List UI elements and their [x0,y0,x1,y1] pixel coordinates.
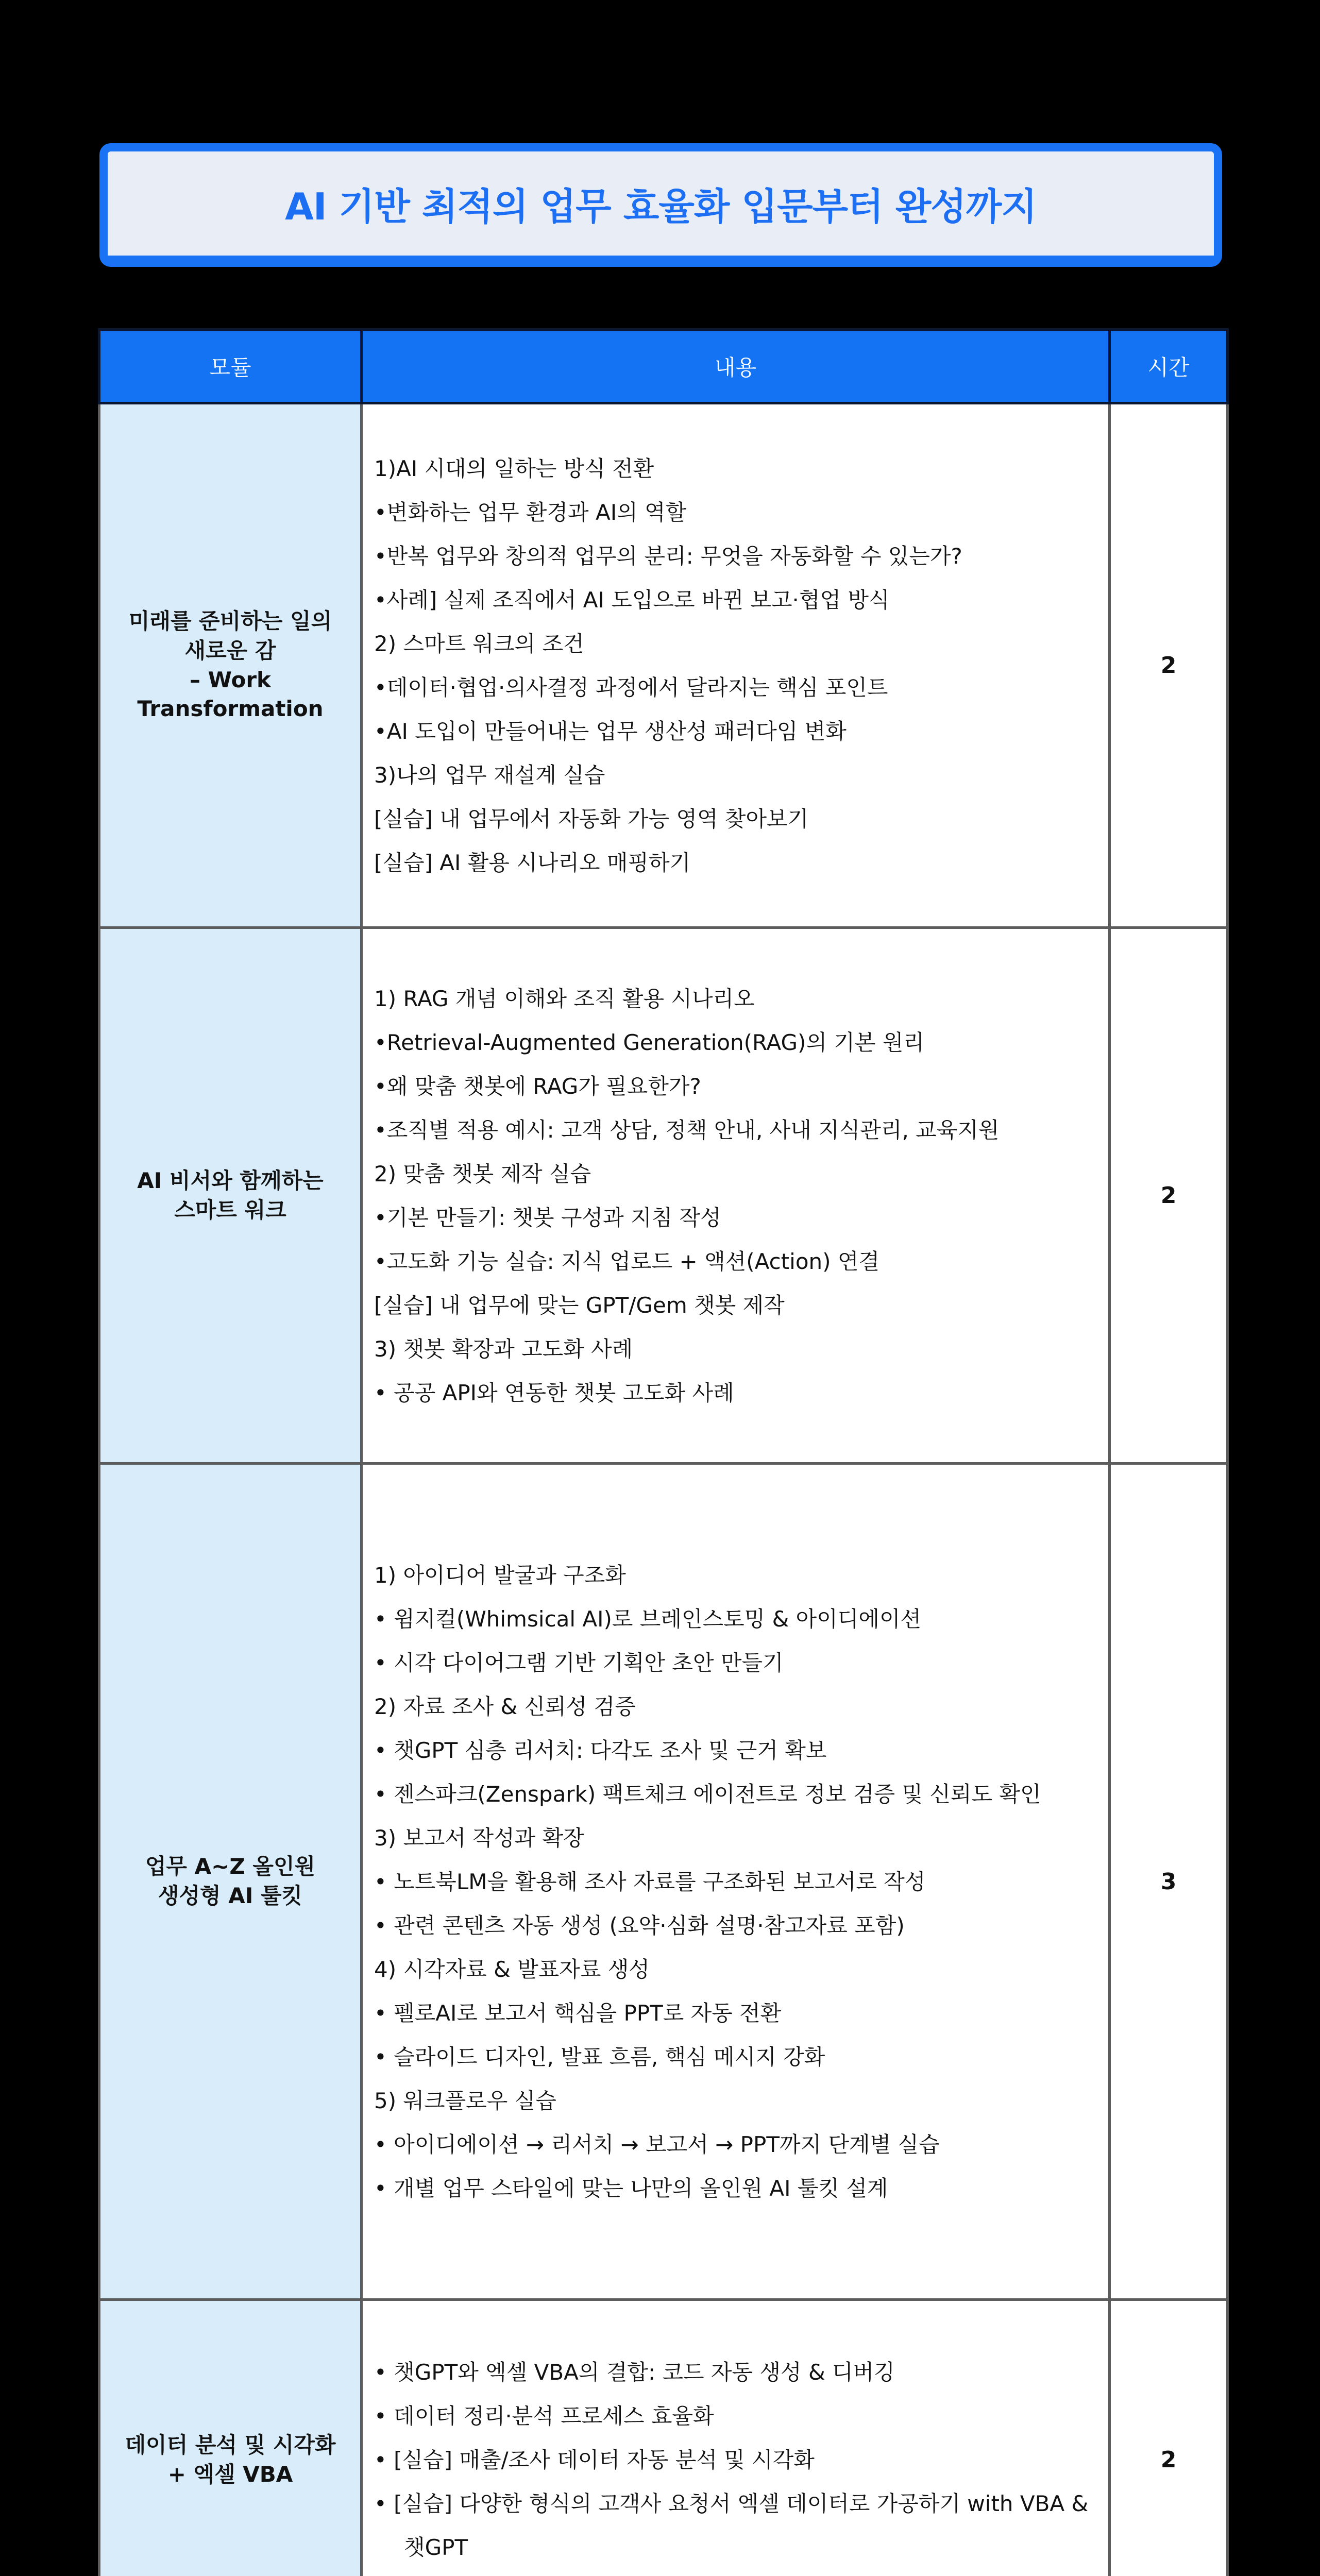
content-line: • 윔지컬(Whimsical AI)로 브레인스토밍 & 아이디에이션 [374,1606,922,1632]
module-cell [99,403,362,928]
content-line: 1) RAG 개념 이해와 조직 활용 시나리오 [374,986,755,1011]
module-cell [99,1464,362,2300]
content-line: 1)AI 시대의 일하는 방식 전환 [374,455,654,481]
module-line: 미래를 준비하는 일의 [128,608,332,634]
content-line: 2) 맞춤 챗봇 제작 실습 [374,1161,591,1187]
content-line: 3)나의 업무 재설계 실습 [374,762,605,788]
content-line: • 데이터 정리·분석 프로세스 효율화 [374,2403,714,2429]
time-cell: 2 [1110,2300,1228,2576]
module-line: 생성형 AI 툴킷 [158,1883,303,1908]
content-line: 2) 스마트 워크의 조건 [374,631,584,656]
time-cell: 3 [1110,1464,1228,2300]
content-line: • 챗GPT 심층 리서치: 다각도 조사 및 근거 확보 [374,1737,827,1763]
content-line: [실습] 내 업무에 맞는 GPT/Gem 챗봇 제작 [374,1292,785,1318]
content-line: •사례] 실제 조직에서 AI 도입으로 바뀐 보고·협업 방식 [374,587,890,613]
module-cell [99,928,362,1464]
table-row [99,928,1228,1464]
content-line: 2) 자료 조사 & 신뢰성 검증 [374,1693,636,1719]
content-line: • 펠로AI로 보고서 핵심을 PPT로 자동 전환 [374,2000,782,2026]
content-line: • 챗GPT와 엑셀 VBA의 결합: 코드 자동 생성 & 디버깅 [374,2360,895,2385]
content-line: [실습] 내 업무에서 자동화 가능 영역 찾아보기 [374,806,809,832]
content-line: • 개별 업무 스타일에 맞는 나만의 올인원 AI 툴킷 설계 [374,2175,888,2201]
module-line: Transformation [137,696,324,722]
content-line: •Retrieval-Augmented Generation(RAG)의 기본 원리 [374,1029,925,1055]
page-title: AI 기반 최적의 업무 효율화 입문부터 완성까지 [285,185,1037,228]
time-cell: 2 [1110,928,1228,1464]
content-line: 4) 시각자료 & 발표자료 생성 [374,1956,650,1982]
content-line: 3) 챗봇 확장과 고도화 사례 [374,1336,633,1362]
content-line: 3) 보고서 작성과 확장 [374,1825,584,1851]
content-line: • 공공 API와 연동한 챗봇 고도화 사례 [374,1380,734,1405]
module-line: AI 비서와 함께하는 [137,1167,324,1193]
content-line: •조직별 적용 예시: 고객 상담, 정책 안내, 사내 지식관리, 교육지원 [374,1117,1000,1143]
content-cell [362,928,1110,1464]
content-line: • 슬라이드 디자인, 발표 흐름, 핵심 메시지 강화 [374,2044,825,2070]
table-row [99,1464,1228,2300]
module-cell [99,2300,362,2576]
table-row [99,2300,1228,2576]
header-time: 시간 [1110,330,1228,403]
content-line: 1) 아이디어 발굴과 구조화 [374,1562,626,1588]
module-line: – Work [190,667,271,692]
content-cell [362,1464,1110,2300]
content-line: •왜 맞춤 챗봇에 RAG가 필요한가? [374,1073,701,1099]
module-line: 업무 A~Z 올인원 [145,1854,316,1879]
title-banner [99,143,1222,267]
content-line: •데이터·협업·의사결정 과정에서 달라지는 핵심 포인트 [374,674,888,700]
content-line: • 젠스파크(Zenspark) 팩트체크 에이전트로 정보 검증 및 신뢰도 확인 [374,1781,1041,1807]
content-line: •고도화 기능 실습: 지식 업로드 + 액션(Action) 연결 [374,1248,880,1274]
module-line: + 엑셀 VBA [167,2461,293,2487]
content-line: •반복 업무와 창의적 업무의 분리: 무엇을 자동화할 수 있는가? [374,543,962,569]
time-cell: 2 [1110,403,1228,928]
content-line: 5) 워크플로우 실습 [374,2088,556,2113]
module-line: 스마트 워크 [174,1197,286,1223]
curriculum-table [98,328,1229,2576]
content-cell [362,403,1110,928]
content-line: • 노트북LM을 활용해 조사 자료를 구조화된 보고서로 작성 [374,1869,926,1894]
header-content: 내용 [362,330,1110,403]
module-line: 새로운 감 [184,637,276,663]
table-row [99,403,1228,928]
content-line: • 시각 다이어그램 기반 기획안 초안 만들기 [374,1650,784,1675]
content-line: [실습] AI 활용 시나리오 매핑하기 [374,850,691,875]
table-header-row [99,330,1228,403]
content-cell [362,2300,1110,2576]
header-module: 모듈 [99,330,362,403]
content-line: • 아이디에이션 → 리서치 → 보고서 → PPT까지 단계별 실습 [374,2131,940,2157]
content-line: • 관련 콘텐츠 자동 생성 (요약·심화 설명·참고자료 포함) [374,1912,905,1938]
content-line: • [실습] 다양한 형식의 고객사 요청서 엑셀 데이터로 가공하기 with VBA & 챗GPT [374,2491,1089,2560]
content-line: • [실습] 매출/조사 데이터 자동 분석 및 시각화 [374,2447,815,2472]
module-line: 데이터 분석 및 시각화 [125,2432,336,2458]
content-line: •기본 만들기: 챗봇 구성과 지침 작성 [374,1205,721,1230]
content-line: •변화하는 업무 환경과 AI의 역할 [374,499,687,525]
content-line: •AI 도입이 만들어내는 업무 생산성 패러다임 변화 [374,718,847,744]
